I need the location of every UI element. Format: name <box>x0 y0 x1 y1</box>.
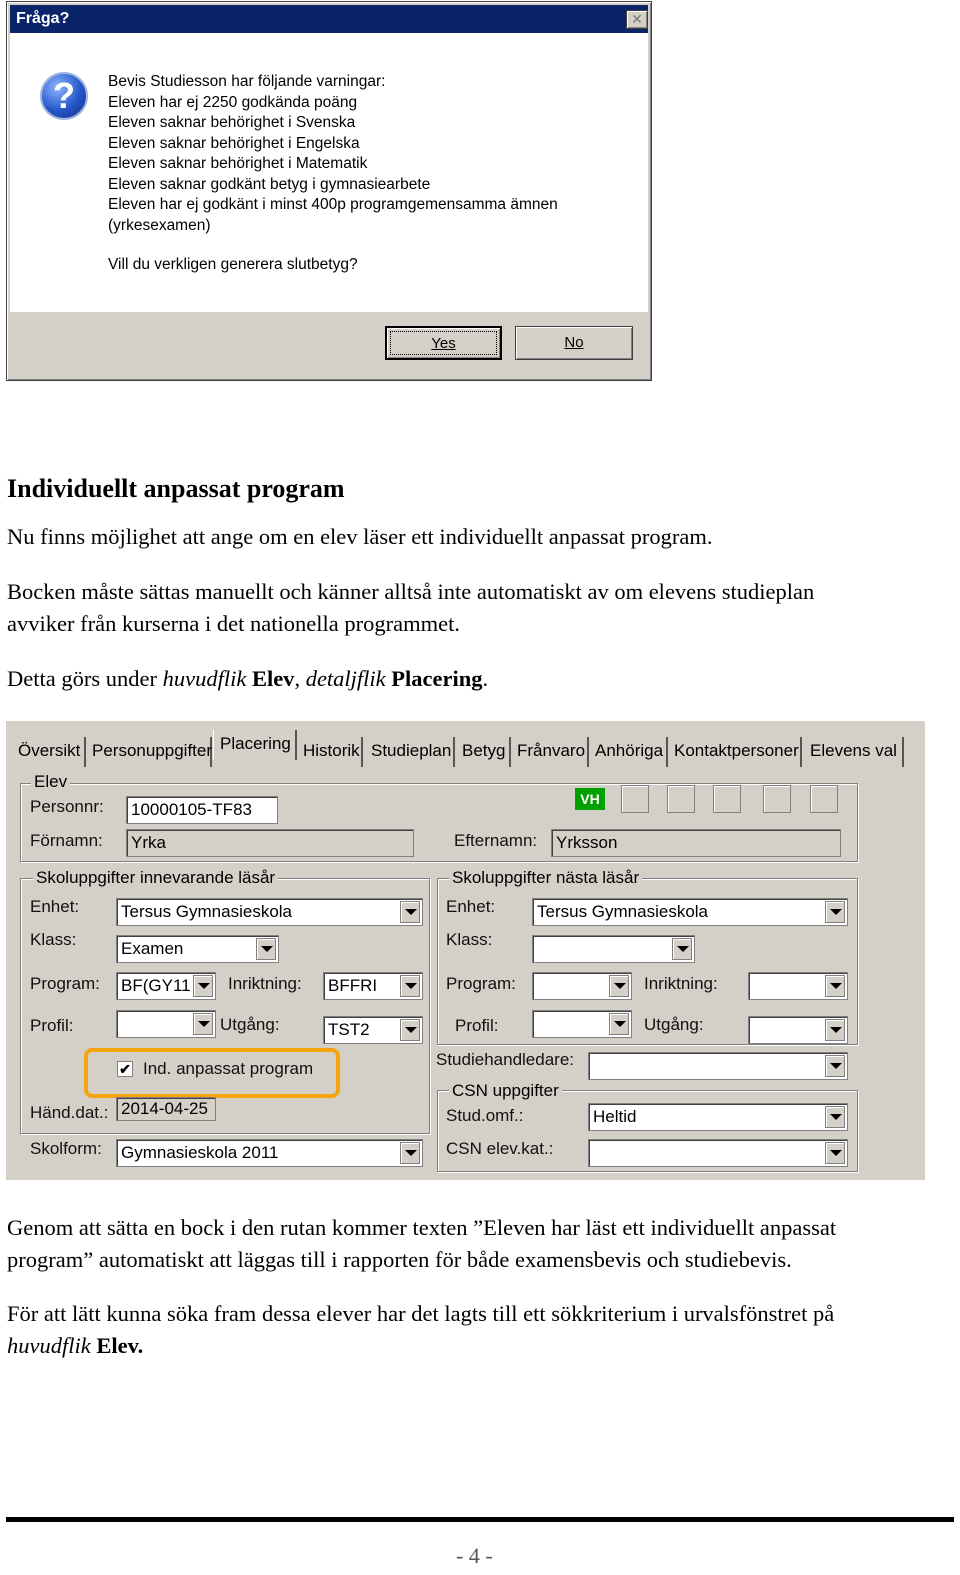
tab-historik[interactable]: Historik <box>297 737 363 767</box>
csn-legend: CSN uppgifter <box>449 1081 562 1101</box>
next-enhet-select[interactable]: Tersus Gymnasieskola <box>532 898 848 926</box>
dialog-title: Fråga? <box>10 5 648 33</box>
next-klass-select[interactable] <box>532 935 695 963</box>
chevron-down-icon[interactable] <box>825 1142 845 1164</box>
next-profil-label: Profil: <box>455 1016 499 1035</box>
p3-bold: Placering <box>385 666 483 691</box>
next-klass-label: Klass: <box>446 930 493 949</box>
warning-list <box>108 72 558 236</box>
p3-text: Detta görs under <box>7 666 163 691</box>
ind-program-label[interactable]: Ind. anpassat program <box>143 1059 314 1078</box>
p3-bold: Elev <box>246 666 295 691</box>
next-utgang-label: Utgång: <box>644 1015 704 1034</box>
vh-badge[interactable]: VH <box>575 788 605 810</box>
warning-line: Eleven saknar behörighet i Svenska <box>108 114 356 131</box>
efternamn-label: Efternamn: <box>454 831 538 850</box>
enhet-label: Enhet: <box>30 897 80 916</box>
hand-dat-field[interactable]: 2014-04-25 <box>116 1097 216 1121</box>
paragraph-5 <box>7 1298 927 1362</box>
csn-elevkat-select[interactable] <box>588 1139 848 1167</box>
chevron-down-icon[interactable] <box>400 1019 420 1041</box>
yes-button[interactable]: Yes <box>385 326 502 360</box>
chevron-down-icon[interactable] <box>825 1055 845 1077</box>
question-icon: ? <box>40 72 88 120</box>
studomf-select[interactable]: Heltid <box>588 1103 848 1131</box>
tab-placering[interactable]: Placering <box>213 730 297 760</box>
skolform-label: Skolform: <box>30 1139 102 1158</box>
p3-italic: huvudflik <box>162 666 247 691</box>
program-label: Program: <box>30 974 100 993</box>
chevron-down-icon[interactable] <box>825 975 845 997</box>
profil-label: Profil: <box>30 1016 74 1035</box>
chevron-down-icon[interactable] <box>825 1106 845 1128</box>
paragraph-4-line-1: Genom att sätta en bock i den rutan kommer texten ”Eleven har läst ett individuellt anpassat <box>7 1215 837 1240</box>
footer-rule <box>6 1517 954 1522</box>
tab-kontaktpersoner[interactable]: Kontaktpersoner <box>668 737 802 767</box>
toolbar-dollar-icon[interactable] <box>810 785 838 813</box>
fornamn-label: Förnamn: <box>30 831 103 850</box>
p3-italic: detaljflik <box>305 666 386 691</box>
hand-dat-label: Händ.dat.: <box>30 1103 109 1122</box>
paragraph-5-line-2 <box>7 1330 927 1362</box>
paragraph-2-line-2: avviker från kurserna i det nationella programmet. <box>7 611 460 636</box>
chevron-down-icon[interactable] <box>193 1013 213 1035</box>
studiehandledare-label: Studiehandledare: <box>436 1050 575 1069</box>
toolbar-note-icon[interactable] <box>763 785 791 813</box>
utgang-select[interactable]: TST2 <box>323 1016 423 1044</box>
warning-line: Eleven har ej godkänt i minst 400p programgemensamma ämnen <box>108 196 558 213</box>
warning-line: Eleven saknar behörighet i Engelska <box>108 134 360 152</box>
current-year-legend: Skoluppgifter innevarande läsår <box>33 868 278 888</box>
paragraph-4-line-2: program” automatiskt att läggas till i rapporten för både examensbevis och studiebevis. <box>7 1247 792 1272</box>
chevron-down-icon[interactable] <box>609 1013 629 1035</box>
fornamn-field[interactable]: Yrka <box>126 829 414 857</box>
ind-program-checkbox[interactable]: ✔ <box>117 1061 133 1077</box>
warning-line: Eleven saknar godkänt betyg i gymnasiearbete <box>108 175 431 193</box>
personnr-field[interactable]: 10000105-TF83 <box>126 796 278 824</box>
chevron-down-icon[interactable] <box>825 901 845 923</box>
p5-bold: Elev. <box>90 1333 144 1358</box>
next-enhet-label: Enhet: <box>446 897 496 916</box>
csn-elevkat-label: CSN elev.kat.: <box>446 1139 554 1158</box>
paragraph-2-line-1: Bocken måste sättas manuellt och känner alltså inte automatiskt av om elevens studieplan <box>7 579 815 604</box>
toolbar-flag-icon[interactable] <box>667 785 695 813</box>
p5-italic: huvudflik <box>7 1333 91 1358</box>
toolbar-blank-icon[interactable] <box>621 785 649 813</box>
close-icon[interactable]: ✕ <box>626 10 648 29</box>
warning-line: (yrkesexamen) <box>108 216 211 234</box>
tab-anhoriga[interactable]: Anhöriga <box>589 737 668 767</box>
inriktning-select[interactable]: BFFRI <box>323 972 423 1000</box>
utgang-label: Utgång: <box>220 1015 280 1034</box>
toolbar-copy-icon[interactable] <box>713 785 741 813</box>
p3-text: . <box>482 666 489 691</box>
efternamn-field[interactable]: Yrksson <box>551 829 841 857</box>
paragraph-3 <box>7 663 927 695</box>
studiehandledare-select[interactable] <box>588 1052 848 1080</box>
elev-legend: Elev <box>31 772 70 792</box>
chevron-down-icon[interactable] <box>400 901 420 923</box>
dialog-question: Vill du verkligen generera slutbetyg? <box>108 256 358 273</box>
tab-oversikt[interactable]: Översikt <box>12 737 86 767</box>
paragraph-4 <box>7 1212 927 1276</box>
section-heading: Individuellt anpassat program <box>7 474 345 503</box>
chevron-down-icon[interactable] <box>400 975 420 997</box>
tab-elevens-val[interactable]: Elevens val <box>804 737 904 767</box>
chevron-down-icon[interactable] <box>193 975 213 997</box>
chevron-down-icon[interactable] <box>672 938 692 960</box>
paragraph-5-line-1: För att lätt kunna söka fram dessa elever har det lagts till ett sökkriterium i urvalsfönstret på <box>7 1301 835 1326</box>
inriktning-label: Inriktning: <box>228 974 302 993</box>
warning-line: Eleven saknar behörighet i Matematik <box>108 155 368 172</box>
no-button[interactable]: No <box>515 326 633 360</box>
chevron-down-icon[interactable] <box>609 975 629 997</box>
program-select[interactable]: BF(GY11 <box>116 972 216 1000</box>
next-program-label: Program: <box>446 974 516 993</box>
warning-line: Eleven har ej 2250 godkända poäng <box>108 93 358 111</box>
chevron-down-icon[interactable] <box>825 1019 845 1041</box>
page-number: - 4 - <box>456 1543 493 1568</box>
tab-personuppgifter[interactable]: Personuppgifter <box>86 737 212 767</box>
paragraph-1: Nu finns möjlighet att ange om en elev läser ett individuellt anpassat program. <box>7 524 713 549</box>
studomf-label: Stud.omf.: <box>446 1106 524 1125</box>
chevron-down-icon[interactable] <box>256 938 276 960</box>
enhet-select[interactable]: Tersus Gymnasieskola <box>116 898 423 926</box>
tab-franvaro[interactable]: Frånvaro <box>511 737 589 767</box>
tab-betyg[interactable]: Betyg <box>456 737 511 767</box>
klass-label: Klass: <box>30 930 77 949</box>
next-inriktning-label: Inriktning: <box>644 974 718 993</box>
personnr-label: Personnr: <box>30 797 104 816</box>
klass-select[interactable]: Examen <box>116 935 279 963</box>
highlight-frame <box>84 1048 340 1098</box>
warning-line: Bevis Studiesson har följande varningar: <box>108 73 386 90</box>
skolform-select[interactable]: Gymnasieskola 2011 <box>116 1139 423 1167</box>
tab-studieplan[interactable]: Studieplan <box>365 737 455 767</box>
paragraph-2 <box>7 576 927 640</box>
p3-text: , <box>294 666 306 691</box>
chevron-down-icon[interactable] <box>400 1142 420 1164</box>
next-year-legend: Skoluppgifter nästa läsår <box>449 868 642 888</box>
